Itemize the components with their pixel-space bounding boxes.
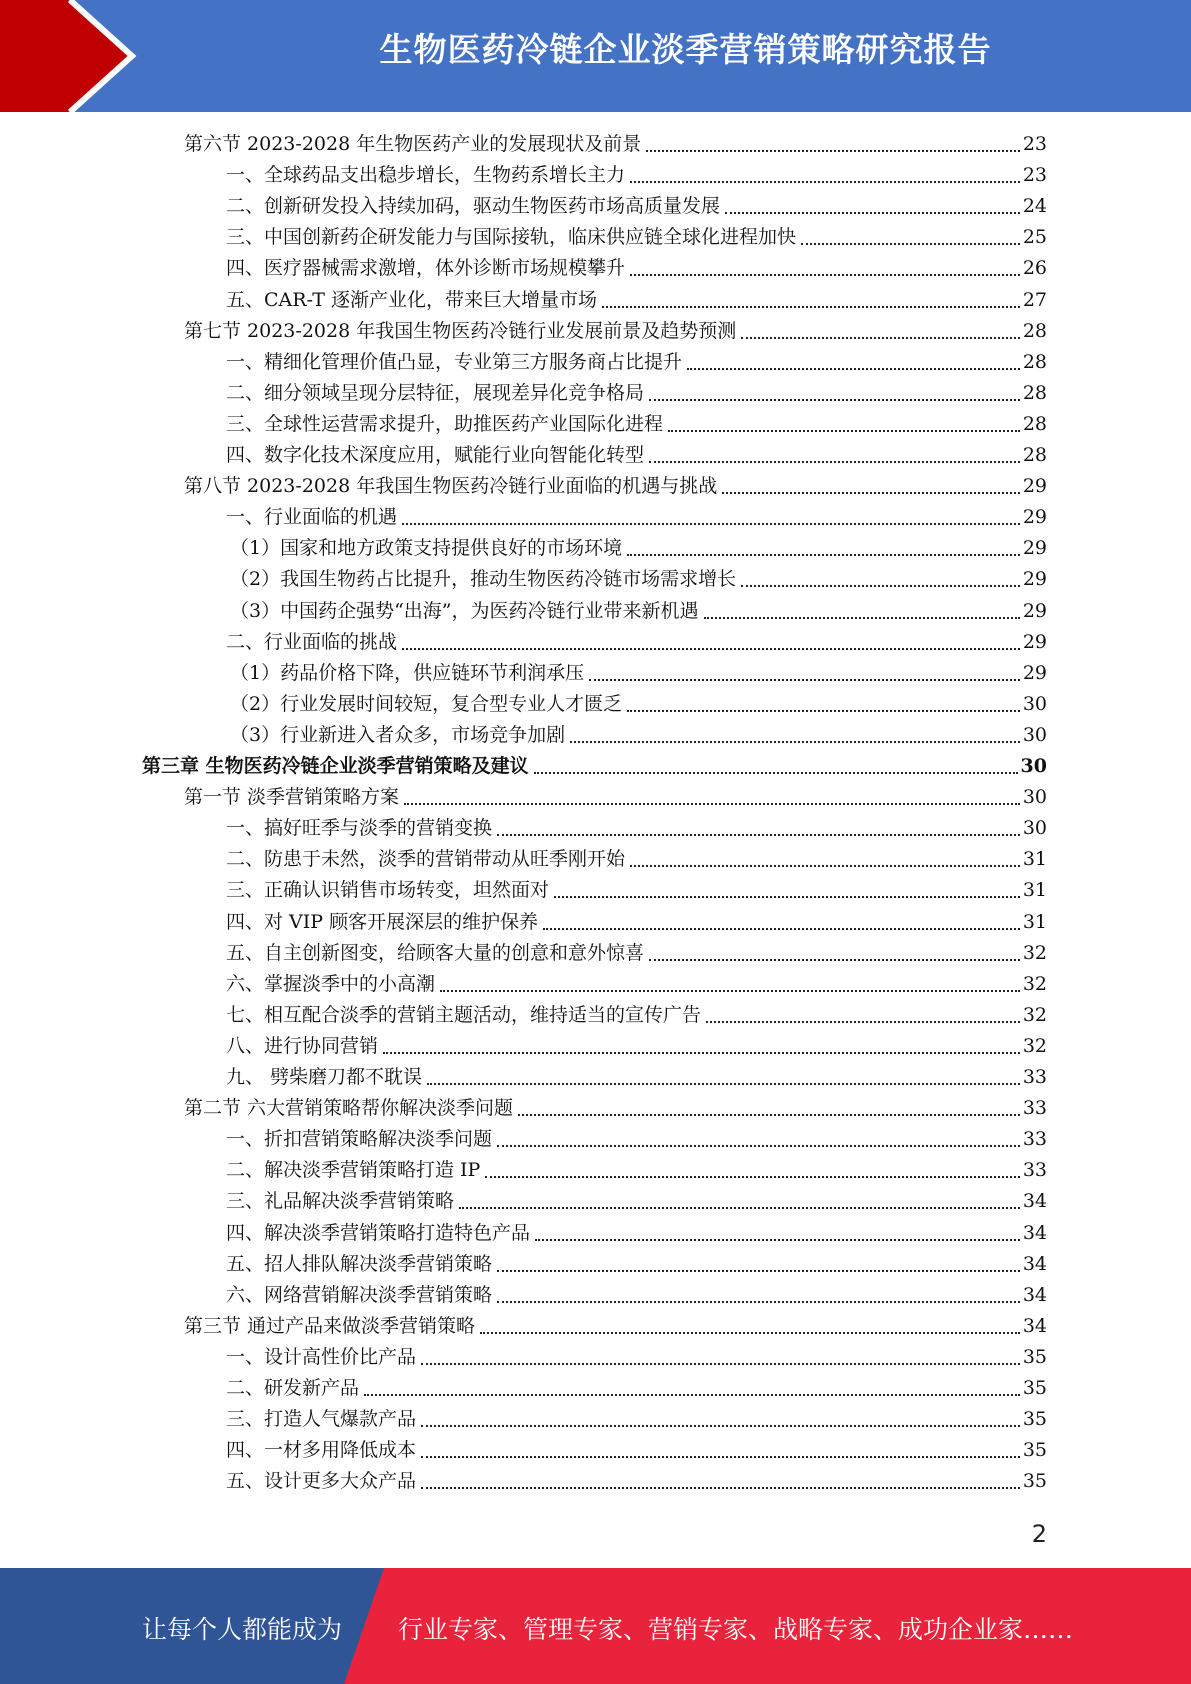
toc-entry-page: 34 [1022,1221,1047,1244]
toc-entry[interactable] [226,967,1047,998]
toc-entry[interactable] [226,1060,1047,1091]
toc-entry[interactable] [226,189,1047,220]
toc-entry-page: 33 [1022,1066,1047,1088]
toc-entry[interactable] [226,283,1047,314]
toc-entry[interactable] [226,1464,1047,1495]
toc-entry-title: （1）国家和地方政策支持提供良好的市场环境 [230,537,623,560]
toc-entry[interactable] [226,842,1047,873]
toc-entry-page: 31 [1022,910,1047,933]
toc-entry[interactable] [226,407,1047,438]
toc-dot-leader [543,927,1020,930]
toc-entry-title: 第一节 淡季营销策略方案 [184,786,400,809]
toc-entry[interactable] [226,625,1047,656]
toc-entry[interactable] [226,158,1047,189]
toc-dot-leader [741,584,1020,587]
toc-entry-title: 八、进行协同营销 [226,1034,379,1057]
toc-entry-title: 四、医疗器械需求激增，体外诊断市场规模攀升 [226,257,626,280]
toc-entry[interactable] [226,376,1047,407]
toc-entry-page: 34 [1022,1314,1047,1337]
toc-entry-title: 三、正确认识销售市场转变，坦然面对 [226,879,550,902]
toc-dot-leader [630,180,1020,183]
toc-entry-page: 29 [1022,568,1047,591]
toc-entry[interactable] [226,873,1047,904]
toc-entry-title: 第三章 生物医药冷链企业淡季营销策略及建议 [142,755,529,777]
toc-entry-title: 五、CAR-T 逐渐产业化，带来巨大增量市场 [226,288,598,311]
toc-dot-leader [602,305,1020,308]
toc-entry-title: 四、一材多用降低成本 [226,1439,417,1462]
toc-entry-page: 34 [1022,1283,1047,1306]
toc-entry[interactable] [226,1184,1047,1215]
toc-entry-page: 33 [1022,1159,1047,1182]
toc-entry[interactable] [184,469,1047,500]
page-header [0,0,1191,112]
toc-dot-leader [801,242,1020,245]
toc-entry[interactable] [226,345,1047,376]
toc-entry[interactable] [226,438,1047,469]
toc-entry-page: 23 [1022,133,1047,155]
toc-entry-page: 28 [1022,412,1047,435]
toc-entry[interactable] [184,314,1047,345]
toc-entry-page: 29 [1022,661,1047,684]
toc-entry[interactable] [230,562,1047,593]
report-title: 生物医药冷链企业淡季营销策略研究报告 [379,30,992,69]
toc-dot-leader [570,740,1020,743]
toc-entry[interactable] [184,1091,1047,1122]
toc-dot-leader [459,1206,1020,1209]
toc-dot-leader [427,1082,1020,1085]
toc-dot-leader [535,1238,1020,1241]
toc-entry-title: 一、折扣营销策略解决淡季问题 [226,1128,493,1151]
toc-entry-page: 30 [1020,755,1047,777]
toc-entry-title: 一、全球药品支出稳步增长，生物药系增长主力 [226,164,626,187]
toc-dot-leader [649,460,1020,463]
toc-entry[interactable] [230,531,1047,562]
toc-entry-page: 32 [1022,1034,1047,1057]
toc-dot-leader [404,802,1020,805]
toc-entry-title: 第八节 2023-2028 年我国生物医药冷链行业面临的机遇与挑战 [184,475,718,498]
toc-entry-title: 五、设计更多大众产品 [226,1470,417,1493]
toc-entry-page: 34 [1022,1252,1047,1275]
toc-entry-title: 六、掌握淡季中的小高潮 [226,972,436,995]
toc-dot-leader [668,429,1020,432]
toc-entry-page: 32 [1022,972,1047,995]
toc-dot-leader [383,1051,1020,1054]
toc-entry-title: 五、招人排队解决淡季营销策略 [226,1252,493,1275]
toc-dot-leader [402,647,1020,650]
toc-dot-leader [364,1393,1020,1396]
toc-entry-page: 29 [1022,630,1047,653]
toc-entry-title: 二、细分领域呈现分层特征，展现差异化竞争格局 [226,381,645,404]
toc-entry-title: （3）行业新进入者众多，市场竞争加剧 [230,723,566,746]
toc-dot-leader [630,273,1020,276]
toc-entry-title: （3）中国药企强势“出海”，为医药冷链行业带来新机遇 [230,599,699,622]
toc-dot-leader [497,1144,1020,1147]
toc-entry[interactable] [230,656,1047,687]
toc-entry-title: 四、数字化技术深度应用，赋能行业向智能化转型 [226,444,645,466]
toc-dot-leader [421,1455,1020,1458]
toc-entry-title: 六、网络营销解决淡季营销策略 [226,1283,493,1306]
toc-entry-page: 30 [1022,723,1047,746]
toc-entry-page: 31 [1022,879,1047,902]
toc-entry[interactable] [226,1371,1047,1402]
page-number: 2 [1031,1520,1047,1548]
toc-entry-page: 29 [1022,599,1047,622]
toc-entry[interactable] [184,780,1047,811]
toc-entry-title: 四、解决淡季营销策略打造特色产品 [226,1221,531,1244]
toc-entry[interactable] [226,1153,1047,1184]
toc-entry-page: 32 [1022,941,1047,964]
toc-entry-page: 24 [1022,195,1047,218]
toc-entry-page: 23 [1022,164,1047,187]
toc-entry[interactable] [226,905,1047,936]
toc-entry-page: 30 [1022,692,1047,715]
toc-entry-page: 35 [1022,1470,1047,1493]
toc-dot-leader [706,1020,1020,1023]
toc-entry-title: 一、精细化管理价值凸显，专业第三方服务商占比提升 [226,350,683,373]
toc-dot-leader [554,895,1020,898]
toc-dot-leader [725,211,1020,214]
toc-entry-title: 五、自主创新图变，给顾客大量的创意和意外惊喜 [226,941,645,964]
toc-entry-title: 一、搞好旺季与淡季的营销变换 [226,817,493,840]
toc-entry[interactable] [226,1402,1047,1433]
toc-entry-page: 25 [1022,226,1047,249]
toc-dot-leader [480,1331,1020,1334]
toc-entry-title: 二、行业面临的挑战 [226,630,398,653]
toc-entry-title: 四、对 VIP 顾客开展深层的维护保养 [226,910,539,933]
toc-dot-leader [497,1269,1020,1272]
toc-dot-leader [627,709,1020,712]
toc-dot-leader [534,771,1018,774]
toc-entry-page: 33 [1022,1097,1047,1120]
toc-entry-title: 二、解决淡季营销策略打造 IP [226,1159,481,1182]
toc-entry[interactable] [226,998,1047,1029]
toc-entry-page: 32 [1022,1003,1047,1026]
toc-entry-page: 35 [1022,1377,1047,1399]
toc-entry-page: 30 [1022,786,1047,809]
toc-entry[interactable] [226,1340,1047,1371]
toc-entry-page: 35 [1022,1345,1047,1368]
toc-entry-page: 28 [1022,444,1047,466]
toc-entry-title: 三、全球性运营需求提升，助推医药产业国际化进程 [226,412,664,435]
toc-entry-title: 第二节 六大营销策略帮你解决淡季问题 [184,1097,514,1120]
toc-entry[interactable] [226,500,1047,531]
toc-entry-title: 二、防患于未然，淡季的营销带动从旺季刚开始 [226,848,626,871]
toc-entry-page: 29 [1022,506,1047,529]
toc-entry[interactable] [230,594,1047,625]
toc-dot-leader [649,398,1020,401]
toc-entry[interactable] [226,1122,1047,1153]
toc-entry-page: 26 [1022,257,1047,280]
toc-entry[interactable] [226,251,1047,282]
toc-entry[interactable] [226,811,1047,842]
toc-entry[interactable] [142,749,1047,780]
toc-entry-title: 第三节 通过产品来做淡季营销策略 [184,1314,476,1337]
toc-dot-leader [630,864,1020,867]
footer-slogan-right: 行业专家、管理专家、营销专家、战略专家、成功企业家…… [398,1615,1074,1644]
toc-entry-page: 28 [1022,319,1047,342]
toc-entry-page: 28 [1022,350,1047,373]
toc-dot-leader [497,1300,1020,1303]
toc-entry[interactable] [184,1309,1047,1340]
toc-dot-leader [518,1113,1020,1116]
toc-entry-title: 第七节 2023-2028 年我国生物医药冷链行业发展前景及趋势预测 [184,319,737,342]
toc-dot-leader [722,491,1020,494]
toc-entry-title: 九、 劈柴磨刀都不耽误 [226,1066,423,1088]
toc-entry[interactable] [226,1433,1047,1464]
toc-entry[interactable] [226,936,1047,967]
toc-entry-title: （1）药品价格下降，供应链环节利润承压 [230,661,585,684]
toc-dot-leader [687,367,1020,370]
toc-dot-leader [741,336,1020,339]
toc-dot-leader [627,553,1020,556]
toc-entry-title: 一、行业面临的机遇 [226,506,398,529]
toc-entry-page: 34 [1022,1190,1047,1213]
toc-entry[interactable] [226,1029,1047,1060]
toc-entry-page: 33 [1022,1128,1047,1151]
toc-entry-page: 35 [1022,1439,1047,1462]
toc-entry[interactable] [226,1247,1047,1278]
toc-entry-title: 第六节 2023-2028 年生物医药产业的发展现状及前景 [184,133,642,155]
toc-entry-page: 30 [1022,817,1047,840]
toc-entry-title: 七、相互配合淡季的营销主题活动，维持适当的宣传广告 [226,1003,702,1026]
toc-dot-leader [497,833,1020,836]
toc-dot-leader [421,1424,1020,1427]
toc-dot-leader [646,149,1020,152]
toc-entry-title: （2）我国生物药占比提升，推动生物医药冷链市场需求增长 [230,568,737,591]
toc-entry[interactable] [230,718,1047,749]
toc-entry[interactable] [226,1278,1047,1309]
toc-dot-leader [649,958,1020,961]
toc-entry[interactable] [184,127,1047,158]
header-arrow-decoration [0,0,160,112]
toc-entry-page: 35 [1022,1408,1047,1431]
toc-dot-leader [421,1486,1020,1489]
toc-dot-leader [421,1362,1020,1365]
toc-entry-page: 28 [1022,381,1047,404]
toc-dot-leader [589,678,1020,681]
footer-slogan-left: 让每个人都能成为 [142,1615,343,1644]
toc-entry-title: 三、中国创新药企研发能力与国际接轨，临床供应链全球化进程加快 [226,226,797,249]
toc-entry-title: 二、研发新产品 [226,1377,360,1399]
toc-entry-title: 三、礼品解决淡季营销策略 [226,1190,455,1213]
toc-dot-leader [704,616,1020,619]
toc-entry-title: 一、设计高性价比产品 [226,1345,417,1368]
toc-entry-page: 27 [1022,288,1047,311]
toc-entry[interactable] [226,220,1047,251]
toc-dot-leader [485,1175,1019,1178]
toc-entry-page: 29 [1022,537,1047,560]
toc-dot-leader [440,989,1020,992]
toc-entry-page: 31 [1022,848,1047,871]
toc-entry-page: 29 [1022,475,1047,498]
toc-entry-title: （2）行业发展时间较短，复合型专业人才匮乏 [230,692,623,715]
toc-entry[interactable] [230,687,1047,718]
toc-entry[interactable] [226,1216,1047,1247]
toc-entry-title: 二、创新研发投入持续加码，驱动生物医药市场高质量发展 [226,195,721,218]
toc-entry-title: 三、打造人气爆款产品 [226,1408,417,1431]
page-footer [0,1568,1191,1684]
toc-dot-leader [402,522,1020,525]
